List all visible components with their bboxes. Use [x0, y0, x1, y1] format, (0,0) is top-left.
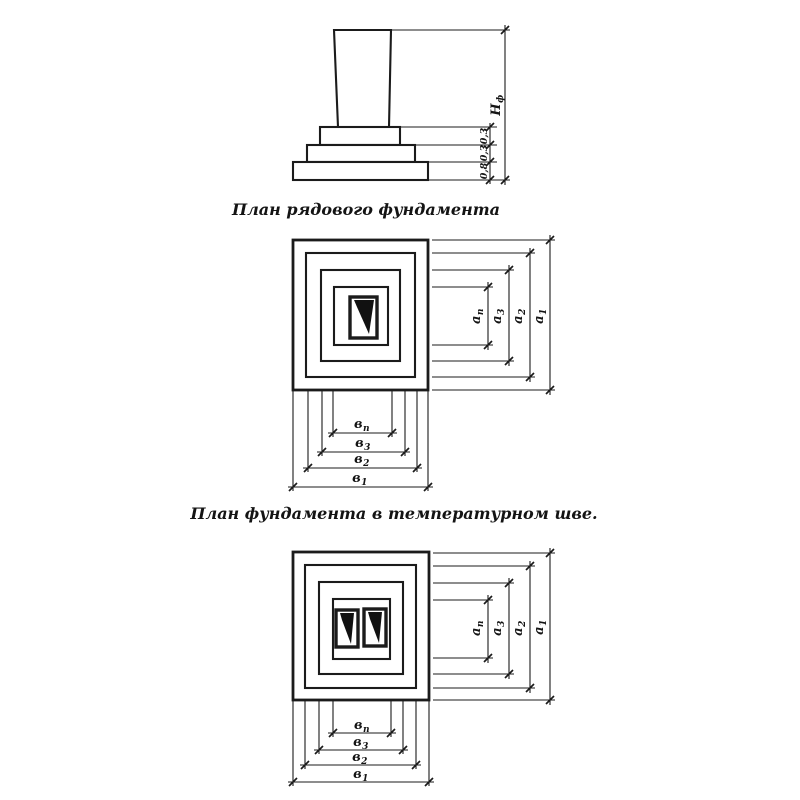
label-sub: п: [476, 620, 486, 628]
label-sub: 1: [539, 619, 549, 626]
step-dim-label-2: 0,3: [479, 144, 490, 162]
label-sub: 3: [364, 443, 371, 453]
plan1-dim-label-b-p: [354, 417, 370, 434]
plan2-dim-label-b-2: [352, 750, 368, 767]
label-base: а: [469, 627, 484, 636]
label-sub: 2: [363, 459, 370, 469]
label-base: а: [532, 314, 547, 324]
height-label-sub: ф: [496, 94, 506, 103]
plan-joint-view: [288, 548, 555, 786]
label-sub: 2: [518, 308, 528, 315]
plan1-dim-label-b-2: [354, 452, 370, 469]
label-sub: 3: [362, 742, 369, 752]
label-sub: п: [363, 725, 371, 735]
plan2-dim-label-a-3: [490, 620, 507, 636]
label-sub: 3: [497, 308, 507, 315]
label-sub: 1: [362, 774, 369, 784]
label-sub: 3: [497, 620, 507, 627]
height-label-base: Н: [489, 102, 504, 116]
plan1-dim-label-a-3: [490, 308, 507, 324]
caption-plan-regular: План рядового фундамента: [231, 200, 501, 219]
label-base: а: [532, 625, 547, 635]
column-outline: [334, 30, 391, 127]
plan1-dim-label-a-p: [469, 308, 486, 324]
label-base: в: [352, 471, 362, 486]
plan1-dim-label-b-3: [355, 436, 371, 453]
step-dim-label-3: 0,8: [479, 162, 490, 180]
label-base: а: [511, 626, 526, 636]
plan-regular-view: [288, 235, 555, 491]
label-base: в: [355, 436, 365, 451]
label-base: в: [353, 718, 363, 733]
label-base: а: [490, 314, 505, 324]
plan2-dim-label-a-p: [469, 620, 486, 636]
plan1-dim-label-a-1: [532, 308, 549, 324]
label-sub: 2: [361, 757, 368, 767]
foundation-height-label: [489, 94, 506, 116]
plan2-dim-label-b-p: [354, 718, 370, 735]
label-sub: 2: [518, 620, 528, 627]
plan2-dim-label-a-2: [511, 620, 528, 636]
label-base: в: [354, 452, 364, 467]
label-sub: п: [363, 424, 371, 434]
label-base: в: [352, 750, 362, 765]
label-sub: п: [476, 308, 486, 316]
label-base: а: [511, 314, 526, 324]
label-base: а: [469, 315, 484, 324]
label-base: в: [353, 417, 363, 432]
foundation-step-3: [293, 162, 428, 180]
label-base: в: [353, 735, 363, 750]
plan1-dim-label-a-2: [511, 308, 528, 324]
elevation-view: [293, 25, 510, 185]
foundation-step-1: [320, 127, 400, 145]
plan2-dim-label-a-1: [532, 619, 549, 635]
label-sub: 1: [361, 478, 368, 488]
label-base: а: [490, 626, 505, 636]
label-sub: 1: [539, 308, 549, 315]
label-base: в: [353, 767, 363, 782]
caption-plan-joint: План фундамента в температурном шве.: [190, 504, 598, 523]
plan2-dim-label-b-1: [353, 767, 369, 784]
foundation-step-2: [307, 145, 415, 162]
plan1-dim-label-b-1: [352, 471, 368, 488]
step-dim-label-1: 0,3: [479, 127, 490, 145]
